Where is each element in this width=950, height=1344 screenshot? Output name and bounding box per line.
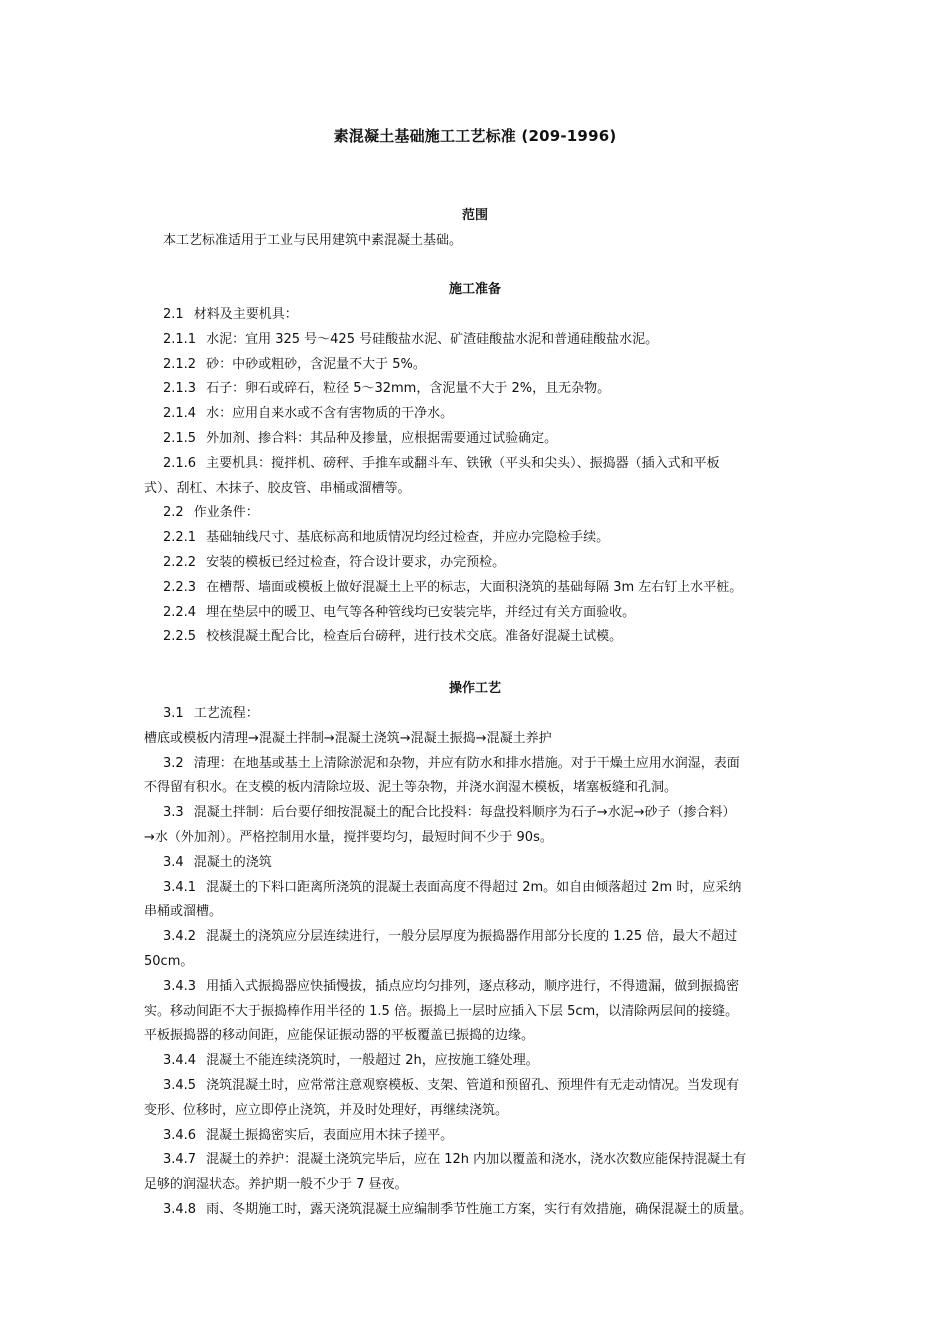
clause-text: 砂：中砂或粗砂，含泥量不大于 5%。	[206, 356, 426, 372]
clause-number: 3.2	[163, 755, 184, 771]
paragraph-line	[144, 576, 812, 601]
paragraph-line	[144, 229, 812, 254]
paragraph-continuation: 平板振捣器的移动间距，应能保证振动器的平板覆盖已振捣的边缘。	[144, 1028, 535, 1044]
clause-text: 混凝土的浇筑应分层连续进行，一般分层厚度为振捣器作用部分长度的 1.25 倍，最大不超过	[206, 929, 738, 945]
clause-text: 混凝土的养护：混凝土浇筑完毕后，应在 12h 内加以覆盖和浇水，浇水次数应能保持混凝土有	[206, 1152, 747, 1168]
paragraph-line	[144, 353, 812, 378]
clause-number: 2.1.3	[163, 381, 197, 397]
clause-number: 3.4.3	[163, 978, 197, 994]
clause-number: 2.2.2	[163, 555, 197, 570]
paragraph	[144, 1148, 812, 1198]
clause-number: 3.1	[163, 706, 184, 721]
paragraph	[144, 876, 812, 926]
paragraph-line	[144, 601, 812, 626]
paragraph-line	[144, 975, 812, 1000]
clause-number: 3.4.6	[163, 1127, 197, 1143]
section-heading: 操作工艺	[448, 681, 501, 696]
paragraph-continuation: 式）、刮杠、木抹子、胶皮管、串桶或溜槽等。	[144, 480, 411, 496]
paragraph	[144, 801, 812, 851]
clause-text: 主要机具：搅拌机、磅秤、手推车或翻斗车、铁锹（平头和尖头）、振捣器（插入式和平板	[206, 455, 720, 471]
clause-number: 2.2.1	[163, 530, 197, 546]
paragraph-continuation: 不得留有积水。在支模的板内清除垃圾、泥土等杂物，并浇水润湿木模板，堵塞板缝和孔洞。	[144, 780, 678, 796]
paragraph-continuation: 足够的润湿状态。养护期一般不少于 7 昼夜。	[144, 1177, 408, 1193]
clause-text: 材料及主要机具：	[193, 307, 298, 322]
clause-number: 2.1.2	[163, 356, 197, 372]
clause-number: 3.4.2	[163, 929, 197, 945]
paragraph	[144, 1124, 812, 1149]
paragraph-line	[144, 702, 812, 727]
clause-text: 混凝土拌制：后台要仔细按混凝土的配合比投料：每盘投料顺序为石子→水泥→砂子（掺合料）	[193, 805, 736, 821]
clause-text: 浇筑混凝土时，应常常注意观察模板、支架、管道和预留孔、预埋件有无走动情况。当发现有	[206, 1078, 740, 1093]
clause-text: 混凝土的浇筑	[193, 854, 272, 870]
clause-number: 2.1.1	[163, 331, 197, 347]
paragraph-continuation: 实。移动间距不大于振捣棒作用半径的 1.5 倍。振捣上一层时应插入下层 5cm，以清除两层间的接缝。	[144, 1003, 739, 1019]
paragraph-line	[144, 752, 812, 777]
paragraph-line	[144, 1049, 812, 1074]
paragraph-continuation: 变形、位移时，应立即停止浇筑，并及时处理好，再继续浇筑。	[144, 1102, 509, 1118]
clause-number: 2.2.5	[163, 629, 197, 645]
paragraph-continuation: 串桶或溜槽。	[144, 904, 223, 920]
clause-number: 3.4	[163, 854, 184, 870]
paragraph	[144, 526, 812, 551]
paragraph-line	[144, 1148, 812, 1173]
clause-number: 2.1.4	[163, 406, 197, 422]
clause-number: 3.4.7	[163, 1152, 197, 1168]
paragraph	[144, 975, 812, 1049]
paragraph-line	[144, 402, 812, 427]
clause-text: 清理：在地基或基土上清除淤泥和杂物，并应有防水和排水措施。对于干燥土应用水润湿，表面	[193, 755, 740, 771]
clause-number: 3.3	[163, 805, 184, 821]
paragraph-line	[144, 526, 812, 551]
paragraph	[144, 377, 812, 402]
paragraph-line	[144, 328, 812, 353]
paragraph	[144, 402, 812, 427]
paragraph	[144, 601, 812, 626]
paragraph	[144, 752, 812, 802]
paragraph-line	[144, 501, 812, 526]
paragraph	[144, 702, 812, 727]
paragraph	[144, 625, 812, 650]
clause-text: 本工艺标准适用于工业与民用建筑中素混凝土基础。	[163, 233, 463, 248]
clause-text: 混凝土的下料口距离所浇筑的混凝土表面高度不得超过 2m。如自由倾落超过 2m 时，应采纳	[206, 879, 742, 895]
paragraph-line	[144, 1198, 812, 1223]
document-title: 素混凝土基础施工工艺标准 (209-1996)	[333, 127, 617, 145]
clause-text: 埋在垫层中的暖卫、电气等各种管线均已安装完毕，并经过有关方面验收。	[206, 604, 636, 620]
paragraph-line	[144, 876, 812, 901]
paragraph	[144, 229, 812, 254]
paragraph-line	[144, 1124, 812, 1149]
paragraph	[144, 427, 812, 452]
clause-number: 3.4.8	[163, 1202, 197, 1217]
clause-text: 水：应用自来水或不含有害物质的干净水。	[206, 406, 454, 422]
clause-text: 石子：卵石或碎石，粒径 5～32mm，含泥量不大于 2%，且无杂物。	[206, 381, 611, 397]
clause-text: 雨、冬期施工时，露天浇筑混凝土应编制季节性施工方案，实行有效措施，确保混凝土的质量。	[206, 1202, 753, 1217]
clause-text: 安装的模板已经过检查，符合设计要求，办完预检。	[206, 555, 506, 570]
clause-number: 2.2	[163, 505, 184, 521]
paragraph-line	[144, 303, 812, 328]
clause-number: 3.4.5	[163, 1078, 197, 1093]
paragraph	[144, 303, 812, 328]
paragraph-line	[144, 727, 812, 752]
paragraph-line	[144, 925, 812, 950]
paragraph	[144, 353, 812, 378]
clause-text: 校核混凝土配合比，检查后台磅秤，进行技术交底。准备好混凝土试模。	[206, 629, 623, 645]
clause-text: 基础轴线尺寸、基底标高和地质情况均经过检查，并应办完隐检手续。	[206, 530, 610, 546]
paragraph-line	[144, 377, 812, 402]
paragraph	[144, 727, 812, 752]
clause-number: 2.2.3	[163, 579, 197, 595]
paragraph	[144, 925, 812, 975]
paragraph	[144, 1049, 812, 1074]
paragraph	[144, 452, 812, 502]
clause-text: 混凝土振捣密实后，表面应用木抹子搓平。	[206, 1127, 454, 1143]
paragraph-line	[144, 625, 812, 650]
clause-text: 槽底或模板内清理→混凝土拌制→混凝土浇筑→混凝土振捣→混凝土养护	[144, 730, 552, 746]
clause-number: 2.1	[163, 307, 184, 322]
paragraph-line	[144, 801, 812, 826]
paragraph-continuation: 50cm。	[144, 953, 194, 969]
paragraph-line	[144, 851, 812, 876]
clause-text: 用插入式振捣器应快插慢拔，插点应均匀排列，逐点移动，顺序进行，不得遗漏，做到振捣密	[206, 978, 740, 994]
section-heading: 施工准备	[448, 282, 501, 297]
paragraph	[144, 328, 812, 353]
clause-number: 2.2.4	[163, 604, 197, 620]
paragraph-line	[144, 452, 812, 477]
paragraph	[144, 1074, 812, 1124]
clause-text: 混凝土不能连续浇筑时，一般超过 2h，应按施工缝处理。	[206, 1053, 539, 1069]
clause-number: 2.1.5	[163, 431, 197, 446]
clause-number: 3.4.1	[163, 879, 197, 895]
paragraph	[144, 1198, 812, 1223]
paragraph-line	[144, 551, 812, 576]
clause-text: 作业条件：	[193, 505, 259, 521]
paragraph	[144, 551, 812, 576]
clause-text: 水泥：宜用 325 号～425 号硅酸盐水泥、矿渣硅酸盐水泥和普通硅酸盐水泥。	[206, 331, 659, 347]
paragraph	[144, 576, 812, 601]
clause-number: 2.1.6	[163, 455, 197, 471]
paragraph-line	[144, 1074, 812, 1099]
paragraph	[144, 501, 812, 526]
clause-number: 3.4.4	[163, 1053, 197, 1069]
clause-text: 外加剂、掺合料：其品种及掺量，应根据需要通过试验确定。	[206, 431, 558, 446]
paragraph-continuation: →水（外加剂）。严格控制用水量，搅拌要均匀，最短时间不少于 90s。	[144, 829, 553, 845]
clause-text: 工艺流程：	[193, 706, 259, 721]
paragraph	[144, 851, 812, 876]
clause-text: 在槽帮、墙面或模板上做好混凝土上平的标志，大面积浇筑的基础每隔 3m 左右钉上水平桩。	[206, 579, 743, 595]
paragraph-line	[144, 427, 812, 452]
section-heading: 范围	[461, 208, 488, 223]
